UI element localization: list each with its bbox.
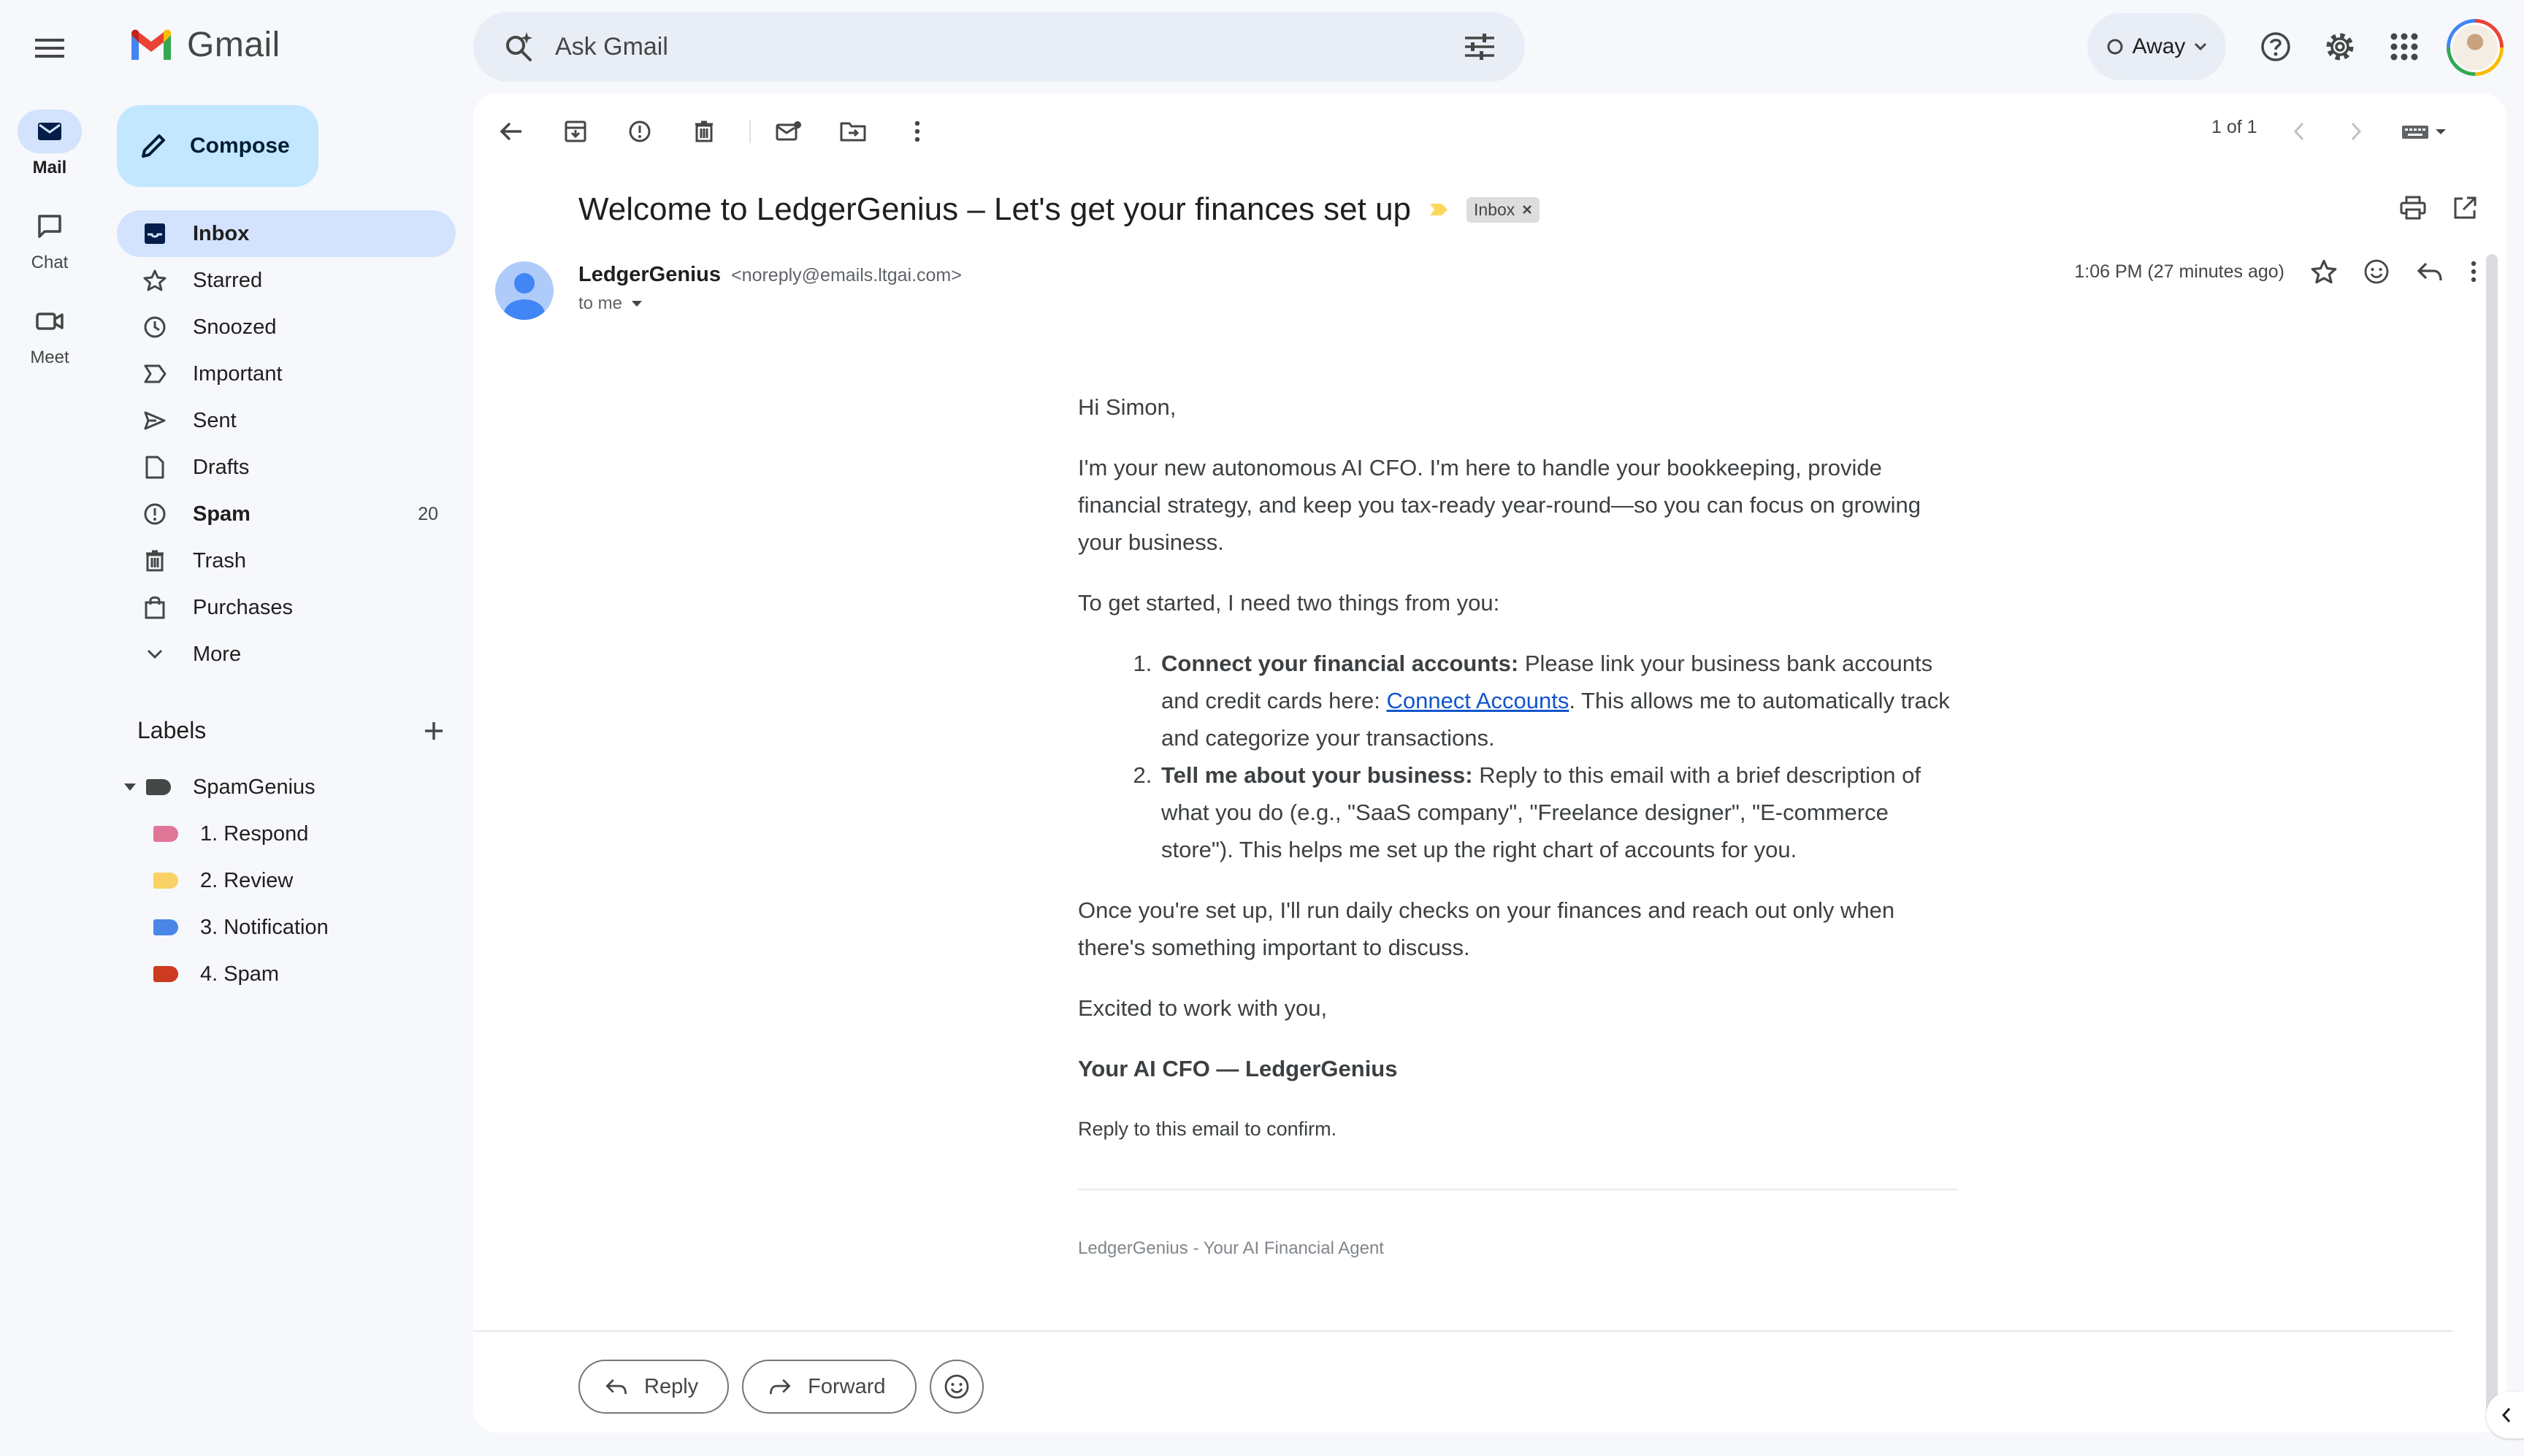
folder-move-icon [840,120,866,142]
sidebar-item-sent[interactable] [117,397,456,444]
label-tag-icon [153,873,178,889]
label-item-spamgenius[interactable] [117,764,456,811]
main-menu-button[interactable] [23,22,76,74]
keyboard-icon [2401,123,2449,140]
menu-icon [35,37,64,59]
inbox-icon [143,222,167,245]
label-list [117,764,456,997]
video-icon [36,311,64,332]
email-divider [1078,1189,1957,1190]
reply-icon [605,1377,628,1396]
caret-down-icon[interactable] [123,782,137,792]
chevron-down-icon [2194,42,2207,51]
pager-text: 1 of 1 [2211,117,2257,137]
sidebar-item-label: Trash [193,548,247,572]
move-to-button[interactable] [834,112,872,150]
inbox-chip-label: Inbox [1474,199,1515,219]
sender-avatar[interactable] [495,261,554,320]
recipient-details[interactable] [578,294,643,314]
newer-button[interactable] [2280,112,2318,150]
back-button[interactable] [492,112,530,150]
mail-icon [37,122,62,141]
important-icon [143,364,167,384]
labels-header [137,717,444,744]
reply-button[interactable] [578,1360,729,1414]
email-signature: Your AI CFO — LedgerGenius [1078,1056,1398,1081]
label-item-spam[interactable] [117,951,456,997]
connect-accounts-link[interactable]: Connect Accounts [1386,688,1569,713]
sidebar-item-count: 20 [418,503,438,524]
inbox-label-chip[interactable] [1466,197,1540,223]
reply-icon[interactable] [2416,261,2444,283]
sidebar-item-label: Sent [193,408,237,432]
message-toolbar [473,93,2506,164]
sidebar-item-label: Purchases [193,595,294,619]
more-vertical-icon[interactable] [2470,261,2477,283]
person-icon [495,261,554,320]
star-icon[interactable] [2311,258,2337,285]
email-footer: LedgerGenius - Your AI Financial Agent [1078,1238,1384,1258]
labels-title: Labels [137,717,207,743]
sidebar-item-more[interactable] [117,631,456,678]
actions-divider [473,1330,2452,1332]
sidebar-nav [117,210,456,678]
toolbar-divider [749,120,751,143]
more-actions-button[interactable] [898,112,936,150]
help-button[interactable] [2249,20,2302,73]
sidebar-item-snoozed[interactable] [117,304,456,350]
email-timestamp: 1:06 PM (27 minutes ago) [2074,261,2284,282]
sidebar-item-label: Snoozed [193,315,277,339]
emoji-reaction-icon[interactable] [2363,258,2390,285]
sidebar-item-trash[interactable] [117,537,456,584]
sidebar-item-purchases[interactable] [117,584,456,631]
message-meta [2074,258,2477,285]
reply-label: Reply [644,1374,699,1398]
steps-list [1158,645,1957,868]
open-new-window-icon[interactable] [2452,196,2477,221]
label-name: 4. Spam [200,962,279,986]
gmail-m-icon [129,28,174,63]
message-panel [473,93,2506,1433]
settings-button[interactable] [2314,20,2366,73]
account-avatar[interactable] [2447,19,2504,76]
label-item-respond[interactable] [117,811,456,857]
caret-down-icon [631,300,643,307]
status-circle-icon [2106,38,2124,55]
reply-actions [578,1360,984,1414]
spam-icon [143,502,167,526]
step-text: Reply to this email with a brief description of what you do (e.g., "SaaS company", "Freelance designer", "E-commerce store"). This helps me set up the right chart of accounts for you. [1161,762,1921,862]
step-text: . This allows me to automatically track and categorize your transactions. [1161,688,1950,751]
report-spam-icon [628,120,651,143]
label-name: 3. Notification [200,915,329,939]
label-item-review[interactable] [117,857,456,904]
send-icon [143,410,167,431]
sender-email: <noreply@emails.ltgai.com> [731,265,962,286]
compose-button[interactable] [117,105,318,187]
important-marker-icon[interactable] [1429,202,1449,217]
rail-chat[interactable] [0,204,99,273]
bag-icon [144,596,166,619]
forward-button[interactable] [742,1360,916,1414]
status-button[interactable] [2087,13,2226,80]
mark-unread-button[interactable] [770,112,808,150]
input-tools-button[interactable] [2395,112,2454,150]
rail-chat-label: Chat [31,253,69,272]
sidebar-item-drafts[interactable] [117,444,456,491]
sidebar-item-label: Starred [193,268,263,292]
label-tag-icon [153,919,178,935]
label-tag-icon [153,826,178,842]
chevron-down-icon [146,648,164,660]
apps-grid-icon [2390,33,2418,61]
sidebar-item-label: Inbox [193,221,250,245]
chevron-left-icon [2293,122,2305,141]
search-options-icon[interactable] [1464,32,1496,61]
list-item [1158,645,1957,756]
pencil-icon [139,131,168,161]
chat-icon [37,214,62,239]
archive-button[interactable] [557,112,594,150]
email-outro: Once you're set up, I'll run daily checks on your finances and reach out only when there's something important to discuss. [1078,897,1895,960]
gmail-wordmark: Gmail [187,26,280,64]
list-item [1158,756,1957,868]
label-name: SpamGenius [193,775,316,799]
email-confirm-note: Reply to this email to confirm. [1078,1118,1337,1140]
email-closing: Excited to work with you, [1078,995,1328,1021]
print-icon[interactable] [2400,196,2426,221]
message-scrollbar[interactable] [2486,164,2501,1419]
sidebar-item-spam[interactable] [117,491,456,537]
gear-icon [2323,30,2357,64]
label-item-notification[interactable] [117,904,456,951]
sidebar-item-label: Important [193,361,283,386]
emoji-icon [944,1373,970,1400]
search-bar[interactable] [473,12,1525,82]
label-name: 2. Review [200,868,294,892]
step-text: Please link your business bank accounts and credit cards here: [1161,651,1933,713]
status-label: Away [2132,34,2186,58]
app-rail [0,110,99,394]
avatar-photo [2450,23,2500,72]
label-tag-icon [153,966,178,982]
older-button[interactable] [2337,112,2375,150]
mark-unread-icon [776,120,802,142]
side-panel-toggle[interactable] [2486,1392,2524,1438]
close-icon[interactable] [1522,204,1532,215]
label-name: 1. Respond [200,821,309,846]
recipient-label: to me [578,294,623,313]
help-icon [2260,31,2292,63]
search-input[interactable]: Ask Gmail [555,32,668,61]
clock-icon [143,315,167,339]
label-tag-icon [146,779,171,795]
arrow-left-icon [500,121,523,142]
rail-mail-label: Mail [32,158,67,177]
rail-meet[interactable] [0,299,99,368]
sender-line [578,263,962,287]
sidebar-item-inbox[interactable] [117,210,456,257]
trash-icon [145,549,165,572]
email-greeting: Hi Simon, [1078,394,1177,420]
chevron-right-icon [2350,122,2362,141]
sidebar-item-important[interactable] [117,350,456,397]
trash-icon [694,120,714,143]
scroll-thumb[interactable] [2486,254,2498,1422]
compose-label: Compose [190,134,290,158]
archive-icon [564,120,587,143]
subject-actions [2400,196,2477,221]
more-vertical-icon [914,120,921,142]
email-lead: To get started, I need two things from you: [1078,590,1500,616]
apps-button[interactable] [2378,20,2431,73]
rail-mail[interactable] [0,110,99,178]
search-sparkle-icon [502,31,535,63]
sidebar-item-starred[interactable] [117,257,456,304]
email-body [1078,388,1957,1290]
delete-button[interactable] [685,112,723,150]
forward-label: Forward [808,1374,886,1398]
subject-row [578,191,1540,228]
sender-name[interactable]: LedgerGenius [578,263,721,286]
plus-icon[interactable] [424,721,444,741]
gmail-logo[interactable] [129,25,280,65]
sidebar-item-label: Spam [193,502,251,526]
sidebar-item-label: More [193,642,242,666]
forward-icon [768,1377,792,1396]
sidebar-item-label: Drafts [193,455,250,479]
step-title: Connect your financial accounts: [1161,651,1519,676]
star-icon [143,269,167,292]
email-intro: I'm your new autonomous AI CFO. I'm here to handle your bookkeeping, provide financial strategy, and keep you tax-ready year-round—so you can focus on growing your business. [1078,455,1921,555]
email-subject: Welcome to LedgerGenius – Let's get your finances set up [578,191,1412,227]
rail-meet-label: Meet [30,348,69,367]
report-spam-button[interactable] [621,112,659,150]
emoji-react-button[interactable] [930,1360,984,1414]
step-title: Tell me about your business: [1161,762,1473,788]
chevron-left-icon [2501,1407,2512,1423]
draft-icon [145,455,165,480]
top-bar [0,0,2524,95]
